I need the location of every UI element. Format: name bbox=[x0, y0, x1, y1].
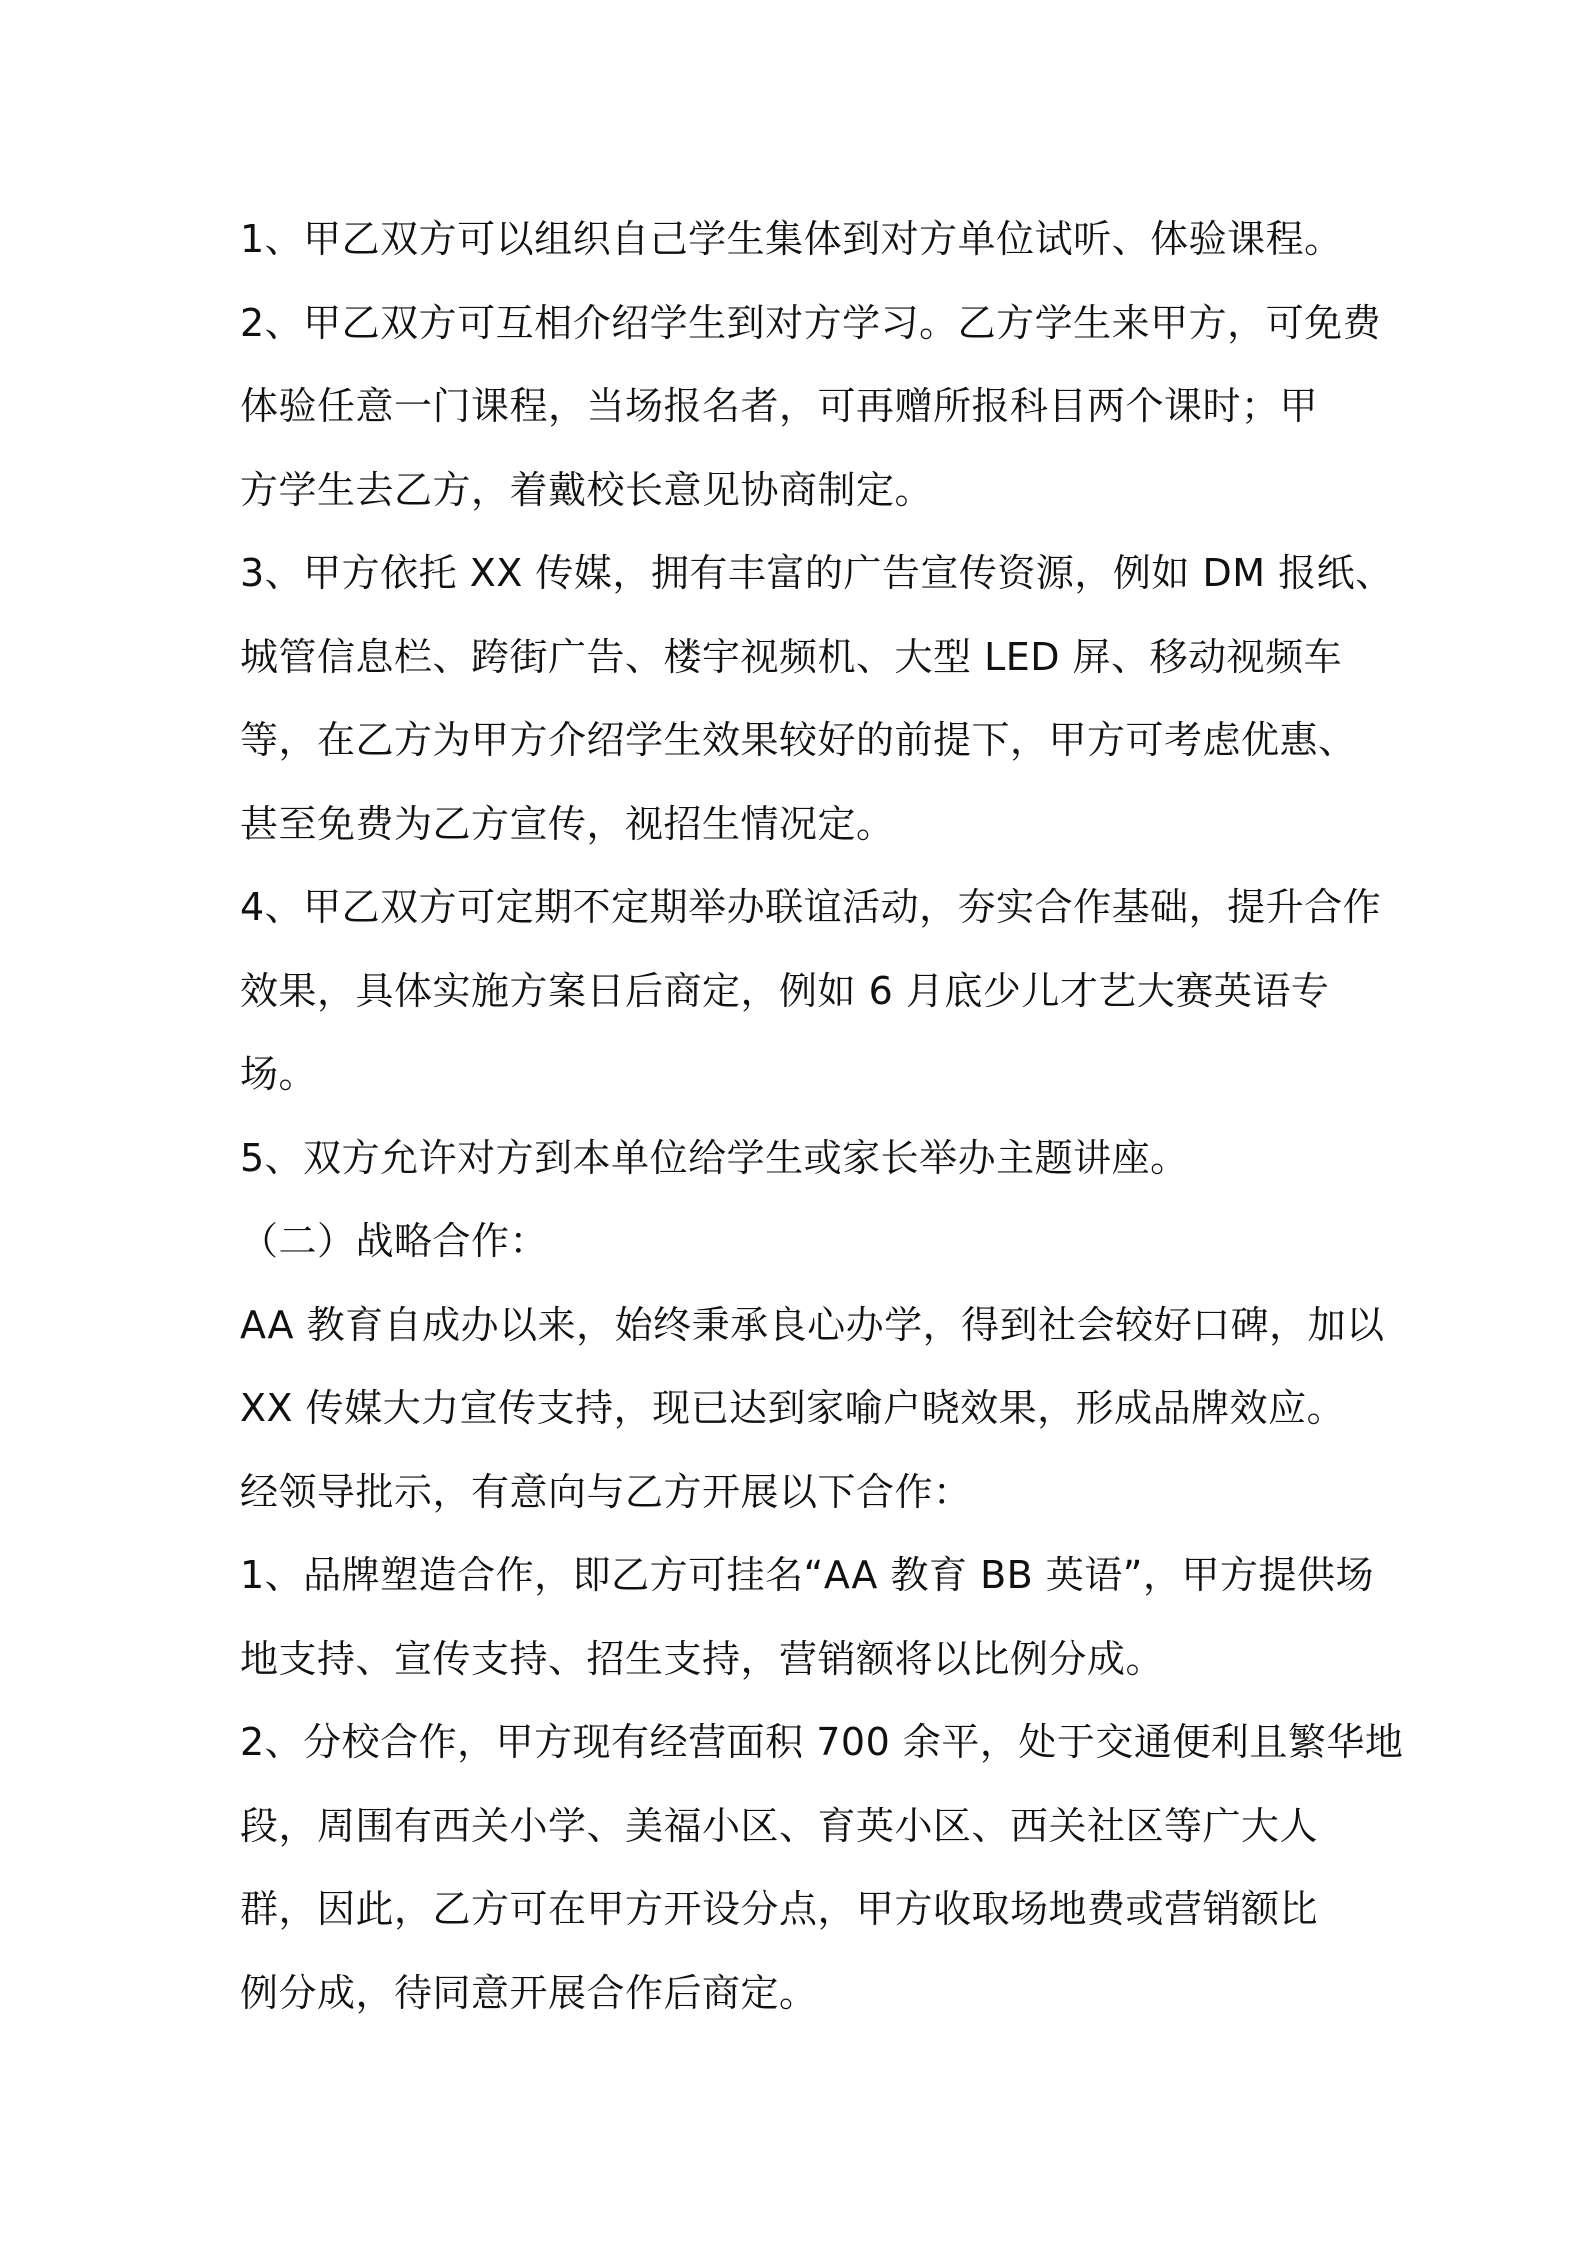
paragraph-line: XX 传媒大力宣传支持，现已达到家喻户晓效果，形成品牌效应。 bbox=[240, 1386, 1346, 1430]
paragraph-line: 1、品牌塑造合作，即乙方可挂名“AA 教育 BB 英语”，甲方提供场 bbox=[240, 1553, 1374, 1597]
section-heading: （二）战略合作： bbox=[240, 1219, 549, 1263]
paragraph-line: 3、甲方依托 XX 传媒，拥有丰富的广告宣传资源，例如 DM 报纸、 bbox=[240, 551, 1394, 595]
paragraph-line: 地支持、宣传支持、招生支持，营销额将以比例分成。 bbox=[240, 1636, 1165, 1681]
paragraph-line: 效果，具体实施方案日后商定，例如 6 月底少儿才艺大赛英语专 bbox=[240, 968, 1330, 1013]
paragraph-line: 等，在乙方为甲方介绍学生效果较好的前提下，甲方可考虑优惠、 bbox=[240, 718, 1357, 762]
paragraph-line: 场。 bbox=[240, 1052, 318, 1096]
paragraph-line: 2、分校合作，甲方现有经营面积 700 余平，处于交通便利且繁华地 bbox=[240, 1720, 1404, 1764]
paragraph-line: 5、双方允许对方到本单位给学生或家长举办主题讲座。 bbox=[240, 1135, 1189, 1180]
paragraph-line: 经领导批示，有意向与乙方开展以下合作： bbox=[240, 1469, 972, 1514]
paragraph-line: 群，因此，乙方可在甲方开设分点，甲方收取场地费或营销额比 bbox=[240, 1887, 1319, 1931]
paragraph-line: 方学生去乙方，着戴校长意见协商制定。 bbox=[240, 467, 934, 512]
paragraph-line: 4、甲乙双方可定期不定期举办联谊活动，夯实合作基础，提升合作 bbox=[240, 885, 1382, 929]
paragraph-line: 例分成，待同意开展合作后商定。 bbox=[240, 1970, 818, 2015]
paragraph-line: 城管信息栏、跨街广告、楼宇视频机、大型 LED 屏、移动视频车 bbox=[240, 634, 1343, 679]
paragraph-line: 甚至免费为乙方宣传，视招生情况定。 bbox=[240, 801, 895, 846]
paragraph-line: 体验任意一门课程，当场报名者，可再赠所报科目两个课时；甲 bbox=[240, 384, 1319, 428]
paragraph-line: 2、甲乙双方可互相介绍学生到对方学习。乙方学生来甲方，可免费 bbox=[240, 300, 1382, 345]
paragraph-line: AA 教育自成办以来，始终秉承良心办学，得到社会较好口碑，加以 bbox=[240, 1302, 1385, 1347]
paragraph-line: 1、甲乙双方可以组织自己学生集体到对方单位试听、体验课程。 bbox=[240, 217, 1343, 261]
document-body bbox=[240, 198, 1404, 2035]
paragraph-line: 段，周围有西关小学、美福小区、育英小区、西关社区等广大人 bbox=[240, 1803, 1319, 1848]
